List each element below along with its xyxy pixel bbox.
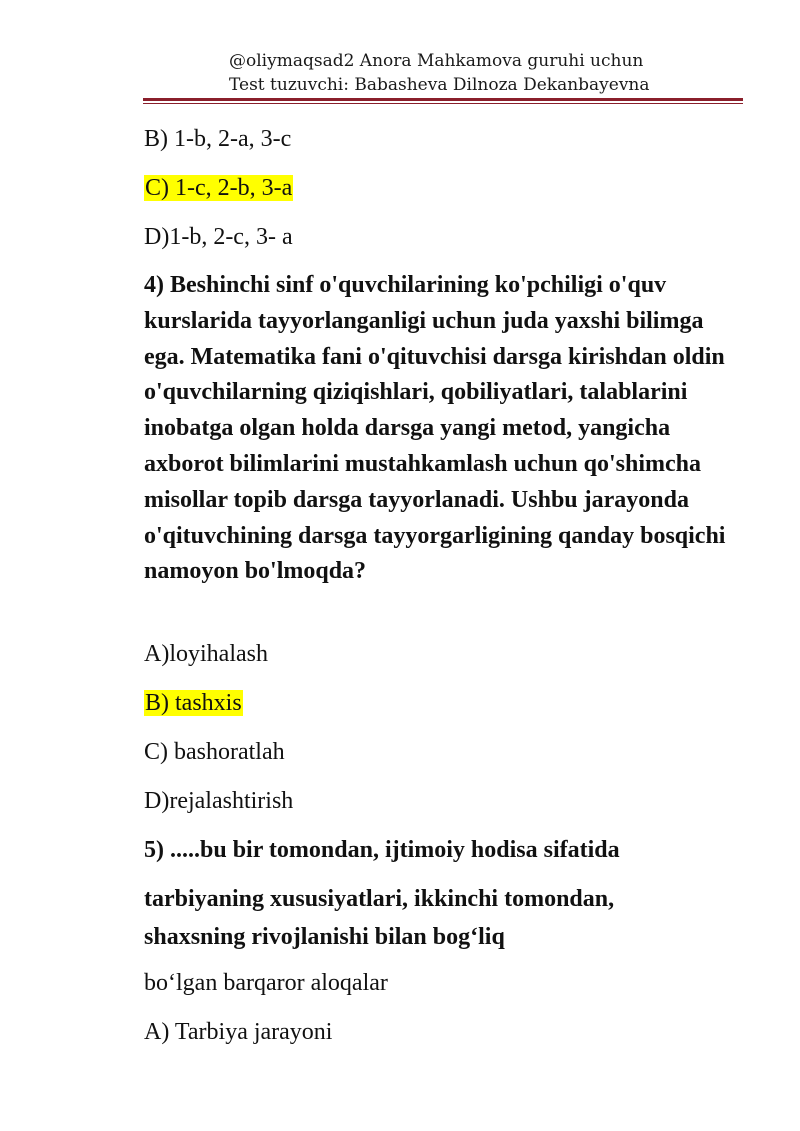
question-5-line-4 <box>144 968 388 998</box>
question-5-line-3-text: shaxsning rivojlanishi bilan bog‘liq <box>144 924 505 950</box>
q3-option-b-text: B) 1-b, 2-a, 3-c <box>144 126 292 152</box>
q4-option-c-text: C) bashoratlah <box>144 739 285 765</box>
question-5-line-2-text: tarbiyaning xususiyatlari, ikkinchi tomondan, <box>144 886 615 912</box>
q4-option-b <box>144 688 243 718</box>
question-5-line-1-text: 5) .....bu bir tomondan, ijtimoiy hodisa sifatida <box>144 837 620 863</box>
q5-option-a-text: A) Tarbiya jarayoni <box>144 1019 333 1045</box>
q3-option-d <box>144 222 293 252</box>
question-4-number: 4) <box>144 272 164 298</box>
header-line-2: Test tuzuvchi: Babasheva Dilnoza Dekanbayevna <box>229 75 650 95</box>
q3-option-b <box>144 124 291 154</box>
q4-option-a <box>144 639 268 669</box>
header-line-1: @oliymaqsad2 Anora Mahkamova guruhi uchun <box>229 51 644 71</box>
q4-option-b-highlighted-answer: B) tashxis <box>145 690 242 716</box>
question-5-line-3 <box>144 922 505 952</box>
q4-option-d <box>144 786 293 816</box>
q3-option-c <box>144 173 293 203</box>
q3-option-d-text: D)1-b, 2-c, 3- a <box>144 224 293 250</box>
q4-option-a-text: A)loyihalash <box>144 641 268 667</box>
header-rule <box>143 98 743 101</box>
q4-option-c <box>144 737 285 767</box>
header-rule-thin <box>143 103 743 104</box>
question-5-line-2 <box>144 884 614 914</box>
question-4-text: Beshinchi sinf o'quvchilarining ko'pchiligi o'quv kurslarida tayyorlanganligi uchun juda yaxshi bilimga ega. Matematika fani o'qituvchisi darsga kirishdan oldin o'quvchilarning qiziqishlari, qobiliyatlari, talablarini inobatga olgan holda darsga yangi metod, yangicha axborot bilimlarini mustahkamlash uchun qo'shimcha misollar topib darsga tayyorlanadi. Ushbu jarayonda o'qituvchining darsga tayyorgarligining qanday bosqichi namoyon bo'lmoqda? <box>144 272 726 585</box>
question-5-line-4-text: bo‘lgan barqaror aloqalar <box>144 970 388 996</box>
question-5-line-1 <box>144 835 620 865</box>
q5-option-a <box>144 1017 332 1047</box>
question-4 <box>144 268 744 590</box>
q4-option-d-text: D)rejalashtirish <box>144 788 294 814</box>
document-header <box>229 49 749 97</box>
q3-option-c-highlighted-answer: C) 1-c, 2-b, 3-a <box>145 175 293 201</box>
